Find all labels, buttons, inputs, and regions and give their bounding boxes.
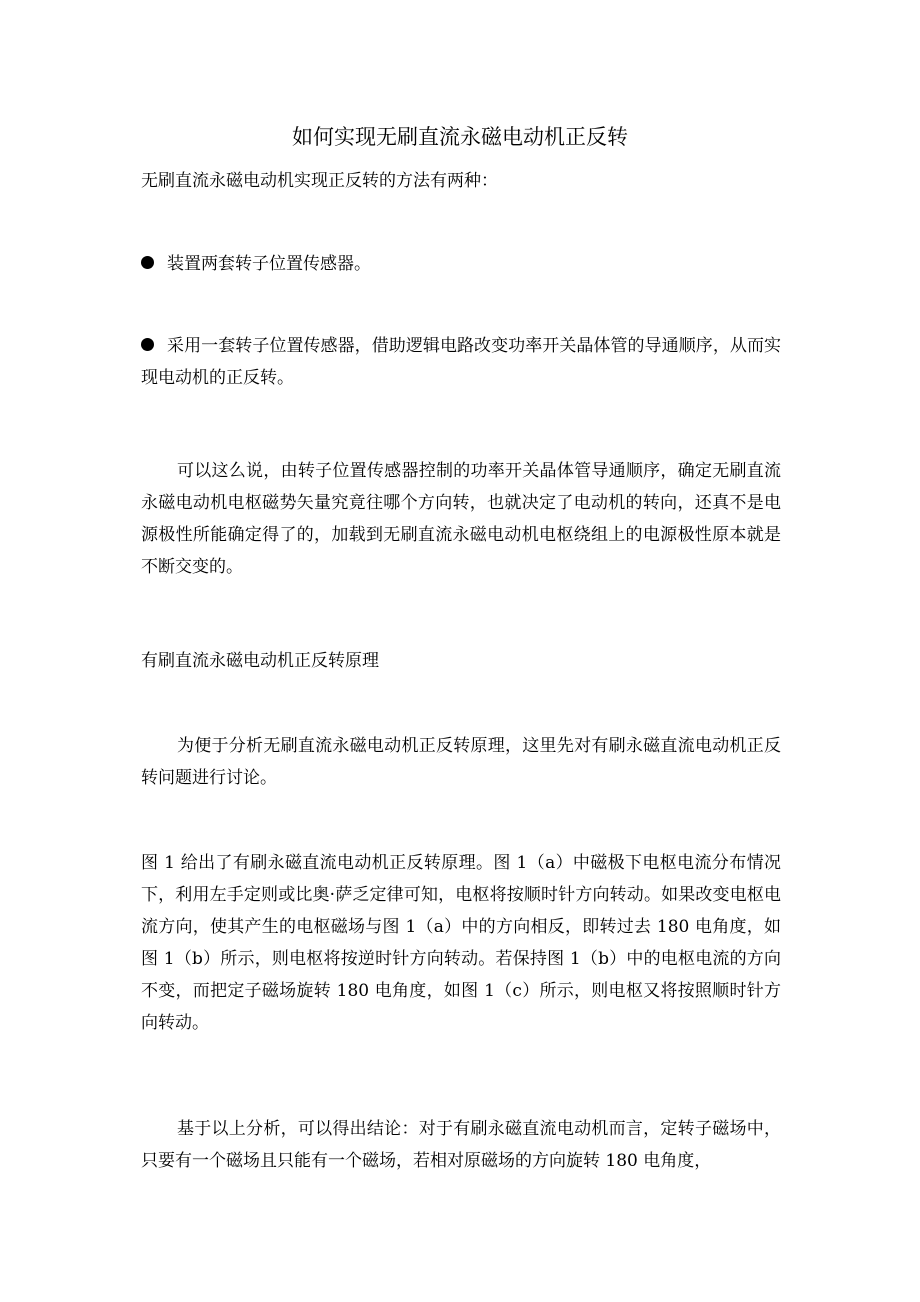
bullet-item-2-text: 采用一套转子位置传感器，借助逻辑电路改变功率开关晶体管的导通顺序，从而实现电动机的正反转。 [141,336,781,388]
bullet-item-1-text: 装置两套转子位置传感器。 [167,254,371,274]
bullet-dot-icon [141,256,154,269]
paragraph-3: 图 1 给出了有刷永磁直流电动机正反转原理。图 1（a）中磁极下电枢电流分布情况下，利用左手定则或比奥·萨乏定律可知，电枢将按顺时针方向转动。如果改变电枢电流方向，使其产生的电枢磁场与图 1（a）中的方向相反，即转过去 180 电角度，如图 1（b）所示，则电枢将按逆时针方向转动。若保持图 1（b）中的电枢电流的方向不变，而把定子磁场旋转 180 电角度，如图 1（c）所示，则电枢又将按照顺时针方向转动。 [141,853,781,1033]
bullet-dot-icon [141,338,154,351]
paragraph-2: 为便于分析无刷直流永磁电动机正反转原理，这里先对有刷永磁直流电动机正反转问题进行讨论。 [141,736,781,788]
paragraph-1: 可以这么说，由转子位置传感器控制的功率开关晶体管导通顺序，确定无刷直流永磁电动机电枢磁势矢量究竟往哪个方向转，也就决定了电动机的转向，还真不是电源极性所能确定得了的，加载到无刷直流永磁电动机电枢绕组上的电源极性原本就是不断交变的。 [141,461,781,577]
intro-paragraph: 无刷直流永磁电动机实现正反转的方法有两种： [141,171,498,191]
section-subheading: 有刷直流永磁电动机正反转原理 [141,651,379,671]
document-title: 如何实现无刷直流永磁电动机正反转 [292,125,628,149]
bullet-item-2 [141,330,781,394]
bullet-item-1 [141,248,781,280]
paragraph-4: 基于以上分析，可以得出结论：对于有刷永磁直流电动机而言，定转子磁场中，只要有一个磁场且只能有一个磁场，若相对原磁场的方向旋转 180 电角度， [141,1119,781,1171]
